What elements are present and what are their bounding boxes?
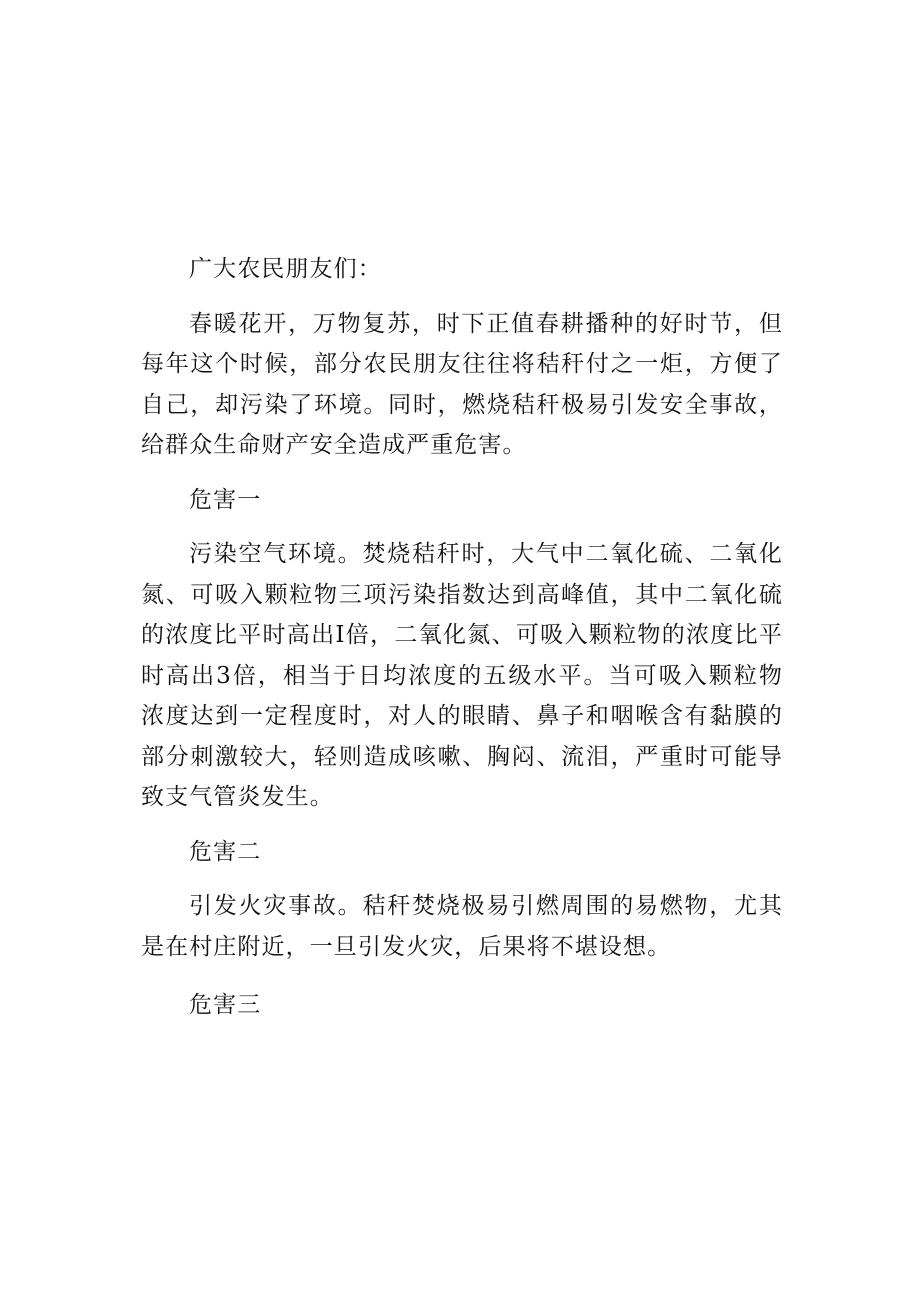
hazard-1-heading: 危害一 — [189, 486, 262, 513]
document-page — [141, 249, 783, 1026]
hazard-3-heading: 危害三 — [189, 992, 262, 1018]
hazard-2-heading: 危害二 — [189, 838, 262, 865]
salutation: 广大农民朋友们： — [189, 256, 382, 282]
intro-paragraph: 春暖花开，万物复苏，时下正值春耕播种的好时节，但每年这个时候，部分农民朋友往往将秸秆付之一炬，方便了自己，却污染了环境。同时，燃烧秸秆极易引发安全事故，给群众生命财产安全造成严重危害。 — [141, 310, 783, 458]
hazard-2-paragraph: 引发火灾事故。秸秆焚烧极易引燃周围的易燃物，尤其是在村庄附近，一旦引发火灾，后果将不堪设想。 — [141, 893, 783, 960]
hazard-1-paragraph: 污染空气环境。焚烧秸秆时，大气中二氧化硫、二氧化氮、可吸入颗粒物三项污染指数达到高峰值，其中二氧化硫的浓度比平时高出I倍，二氧化氮、可吸入颗粒物的浓度比平时高出3倍，相当于日均浓度的五级水平。当可吸入颗粒物浓度达到一定程度时，对人的眼睛、鼻子和咽喉含有黏膜的部分刺激较大，轻则造成咳嗽、胸闷、流泪，严重时可能导致支气管炎发生。 — [141, 541, 783, 810]
